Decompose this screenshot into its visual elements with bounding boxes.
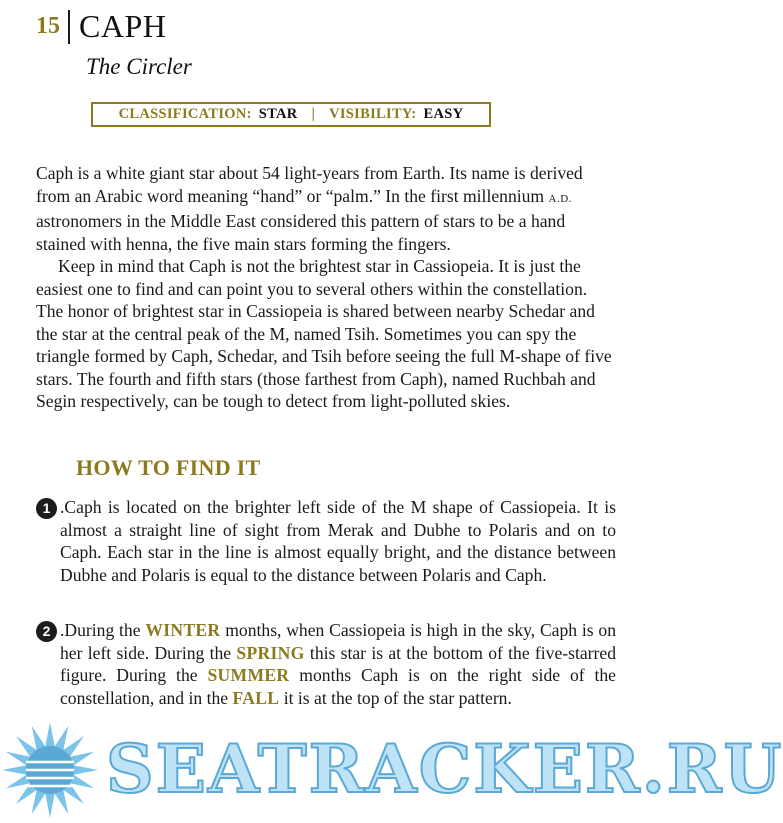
step-2-part-d: months Caph is on the right side of the constellation, and in the — [60, 665, 616, 708]
step-2-part-c: this star is at the bottom of the five-starred figure. During the — [60, 642, 616, 685]
step-2-part-a: .During the — [60, 620, 146, 640]
paragraph-2: Keep in mind that Caph is not the brightest star in Cassiopeia. It is just the easiest one to find and can point you to several others within the constellation. The honor of brightest star in Cassiopeia is shared between nearby Schedar and the star at the central peak of the M, named Tsih. Sometimes you can spy the triangle formed by Caph, Schedar, and Tsih before seeing the full M-shape of five stars. The fourth and fifth stars (those farthest from Caph), named Ruchbah and Segin respectively, can be tough to detect from light-polluted skies. — [36, 256, 612, 411]
visibility-value: EASY — [423, 106, 464, 122]
header-divider — [68, 10, 70, 44]
step-1-number-badge: 1 — [36, 498, 57, 519]
page-header — [36, 8, 166, 45]
step-2 — [36, 619, 616, 709]
season-fall: FALL — [232, 687, 280, 708]
paragraph-1-part-b: astronomers in the Middle East considered this pattern of stars to be a hand stained with henna, the five main stars forming the fingers. — [36, 211, 566, 254]
paragraph-1 — [36, 162, 616, 255]
description-text — [36, 162, 616, 413]
classification-label: CLASSIFICATION: — [118, 106, 252, 122]
season-winter: WINTER — [145, 620, 221, 640]
page-number: 15 — [36, 13, 60, 39]
classification-box — [91, 102, 491, 127]
step-1 — [36, 496, 616, 586]
page-subtitle: The Circler — [86, 54, 192, 79]
step-2-text — [60, 619, 616, 709]
step-1-text: .Caph is located on the brighter left side of the M shape of Cassiopeia. It is almost a straight line of sight from Merak and Dubhe to Polaris and on to Caph. Each star in the line is almost equally bright, and the distance between Dubhe and Polaris is equal to the distance between Polaris and Caph. — [60, 497, 616, 585]
section-title: HOW TO FIND IT — [76, 455, 261, 480]
season-summer: SUMMER — [207, 665, 290, 685]
step-2-part-b: months, when Cassiopeia is high in the sky, Caph is on her left side. During the — [60, 620, 616, 663]
step-2-number-badge: 2 — [36, 621, 57, 642]
ad-abbreviation: A.D. — [548, 192, 572, 205]
classification-value: STAR — [258, 106, 298, 122]
visibility-label: VISIBILITY: — [329, 106, 417, 122]
watermark-text: SEATRACKER.RU — [106, 730, 783, 808]
paragraph-1-part-a: Caph is a white giant star about 54 light-years from Earth. Its name is derived from an Arabic word meaning “hand” or “palm.” In the first millennium — [36, 163, 583, 206]
classification-separator: | — [311, 106, 316, 122]
season-spring: SPRING — [236, 642, 305, 663]
page-title: CAPH — [79, 8, 167, 44]
step-2-part-e: it is at the top of the star pattern. — [279, 687, 512, 708]
